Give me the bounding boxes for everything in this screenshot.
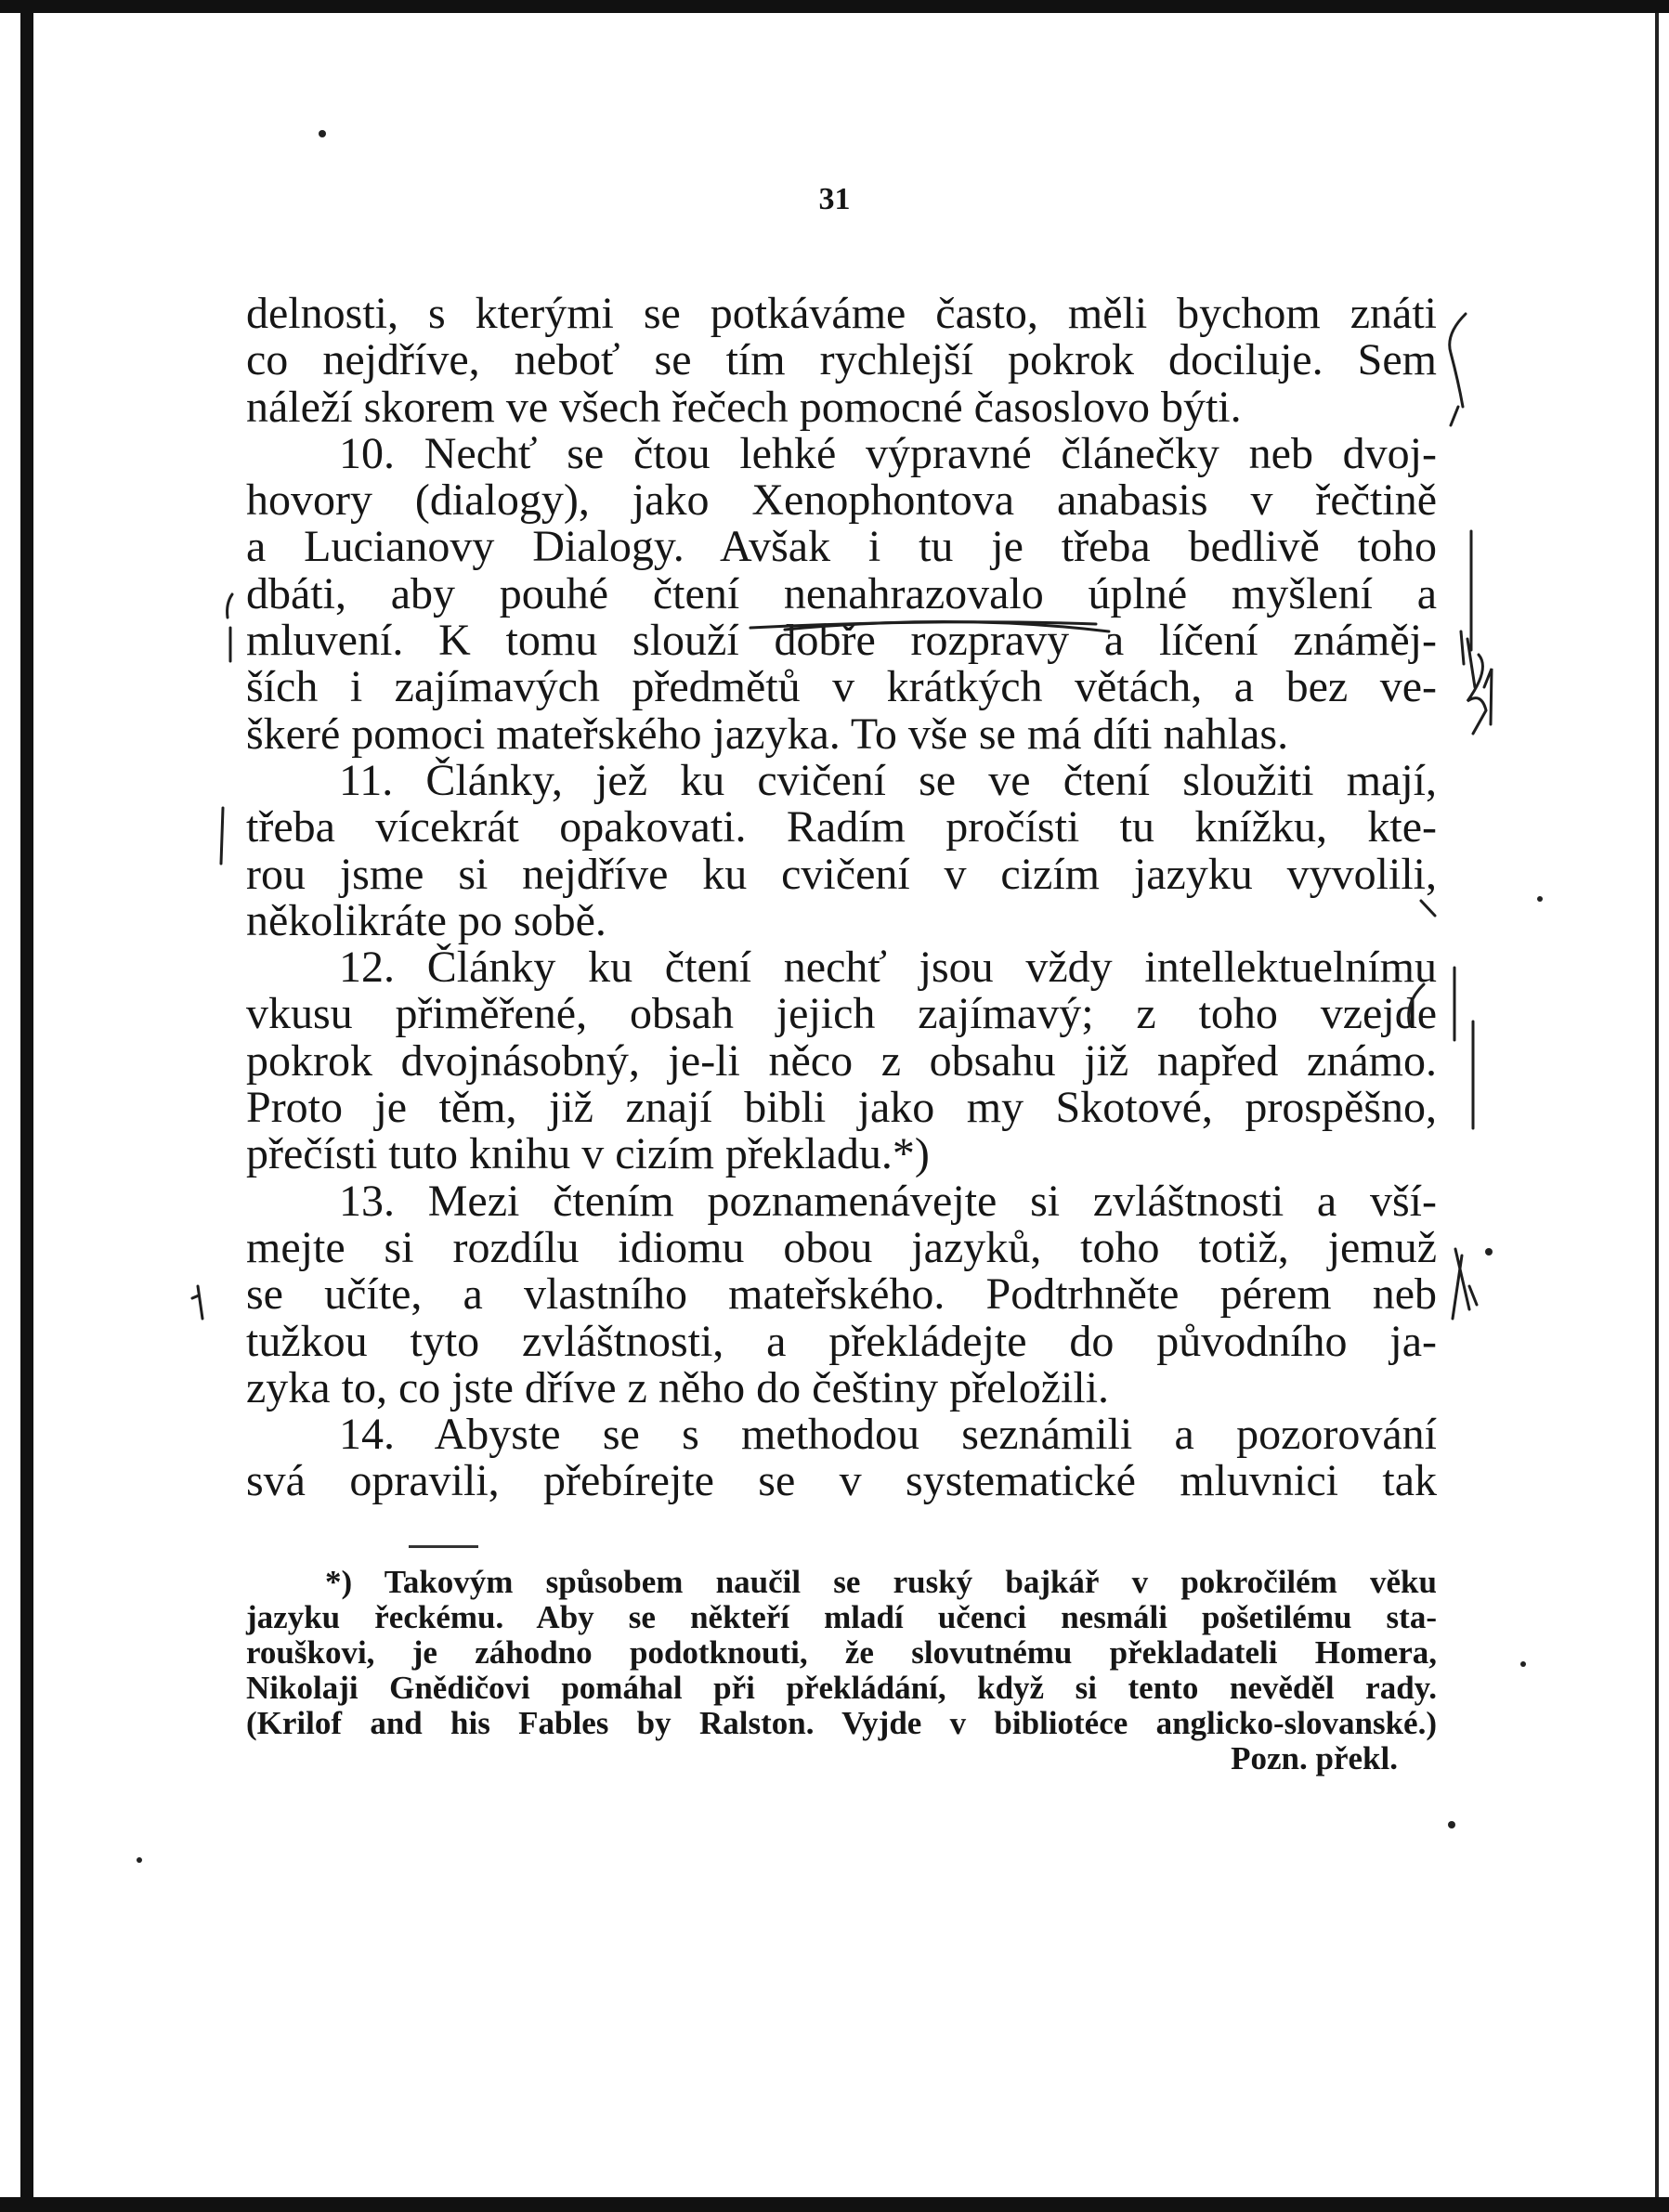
- text-line: co nejdříve, neboť se tím rychlejší pokrok dociluje. Sem: [246, 335, 1437, 385]
- margin-line-mark: [1421, 901, 1435, 916]
- text-line: mluvení. K tomu slouží dobře rozpravy a líčení známěj-: [246, 616, 1437, 666]
- text-line: tužkou tyto zvláštnosti, a překládejte do původního ja-: [246, 1316, 1437, 1366]
- text-line: náleží skorem ve všech řečech pomocné časoslovo býti.: [246, 382, 1242, 432]
- footnote-line: Nikolaji Gnědičovi pomáhal při překládání, když si tento nevěděl rady.: [246, 1670, 1437, 1706]
- text-line: mejte si rozdílu idiomu obou jazyků, toho totiž, jemuž: [246, 1222, 1437, 1272]
- text-line: zyka to, co jste dříve z něho do češtiny přeložili.: [246, 1362, 1110, 1412]
- footnote-line: (Krilof and his Fables by Ralston. Vyjde v bibliotéce anglicko-slovanské.): [246, 1705, 1437, 1741]
- text-line: dbáti, aby pouhé čtení nenahrazovalo úplné myšlení a: [246, 568, 1437, 618]
- text-line: škeré pomoci mateřského jazyka. To vše se má díti nahlas.: [246, 709, 1289, 759]
- margin-line-mark: [1461, 631, 1464, 664]
- text-line: třeba vícekrát opakovati. Radím pročísti tu knížku, kte-: [246, 802, 1437, 852]
- margin-line-mark: [221, 808, 223, 864]
- ink-spot: [137, 1857, 142, 1863]
- ink-spot: [1537, 896, 1543, 902]
- ink-spot: [319, 130, 326, 137]
- ink-spot: [1448, 1821, 1455, 1828]
- text-line: rou jsme si nejdříve ku cvičení v cizím jazyku vyvolili,: [246, 849, 1437, 899]
- ink-spot: [1520, 1661, 1526, 1667]
- text-line: přečísti tuto knihu v cizím překladu.*): [246, 1129, 930, 1179]
- footnote-line: rouškovi, je záhodno podotknouti, že slovutnému překladateli Homera,: [246, 1634, 1437, 1671]
- text-line: 12. Články ku čtení nechť jsou vždy intellektuelnímu: [339, 943, 1437, 993]
- text-line: a Lucianovy Dialogy. Avšak i tu je třeba bedlivě toho: [246, 522, 1437, 572]
- footnote-line: jazyku řeckému. Aby se někteří mladí učenci nesmáli pošetilému sta-: [246, 1599, 1437, 1635]
- text-line: 11. Články, jež ku cvičení se ve čtení sloužiti mají,: [339, 755, 1437, 805]
- text-line: pokrok dvojnásobný, je-li něco z obsahu již napřed známo.: [246, 1035, 1437, 1086]
- margin-line-mark: [228, 594, 232, 618]
- text-line: 10. Nechť se čtou lehké výpravné článečky neb dvoj-: [339, 428, 1437, 478]
- text-line: ších i zajímavých předmětů v krátkých větách, a bez ve-: [246, 662, 1437, 712]
- margin-line-mark: [192, 1295, 199, 1298]
- margin-numeral-mark: [1467, 655, 1486, 734]
- margin-brace-mark: [1451, 407, 1458, 425]
- margin-line-mark: [1469, 1286, 1477, 1305]
- page-number: 31: [818, 182, 851, 216]
- text-line: 14. Abyste se s methodou seznámili a pozorování: [339, 1410, 1437, 1460]
- margin-numeral-mark: [1484, 669, 1492, 724]
- text-line: delnosti, s kterými se potkáváme často, měli bychom znáti: [246, 289, 1437, 338]
- text-line: 13. Mezi čtením poznamenávejte si zvláštnosti a vší-: [339, 1176, 1437, 1226]
- text-line: se učíte, a vlastního mateřského. Podtrhněte pérem neb: [246, 1269, 1437, 1320]
- footnote-attribution: Pozn. překl.: [1231, 1740, 1398, 1776]
- footnote-line: *) Takovým spůsobem naučil se ruský bajkář v pokročilém věku: [325, 1564, 1437, 1600]
- text-line: vkusu přiměřené, obsah jejich zajímavý; z toho vzejde: [246, 989, 1437, 1039]
- text-line: Proto je těm, již znají bibli jako my Skotové, prospěšno,: [246, 1083, 1437, 1133]
- margin-line-mark: [198, 1286, 202, 1319]
- text-line: svá opravili, přebírejte se v systematické mluvnici tak: [246, 1456, 1437, 1506]
- text-line: hovory (dialogy), jako Xenophontova anabasis v řečtině: [246, 475, 1437, 526]
- text-line: několikráte po sobě.: [246, 895, 606, 945]
- margin-line-mark: [1409, 984, 1424, 1026]
- margin-brace-mark: [1450, 314, 1466, 407]
- ink-spot: [1485, 1248, 1493, 1256]
